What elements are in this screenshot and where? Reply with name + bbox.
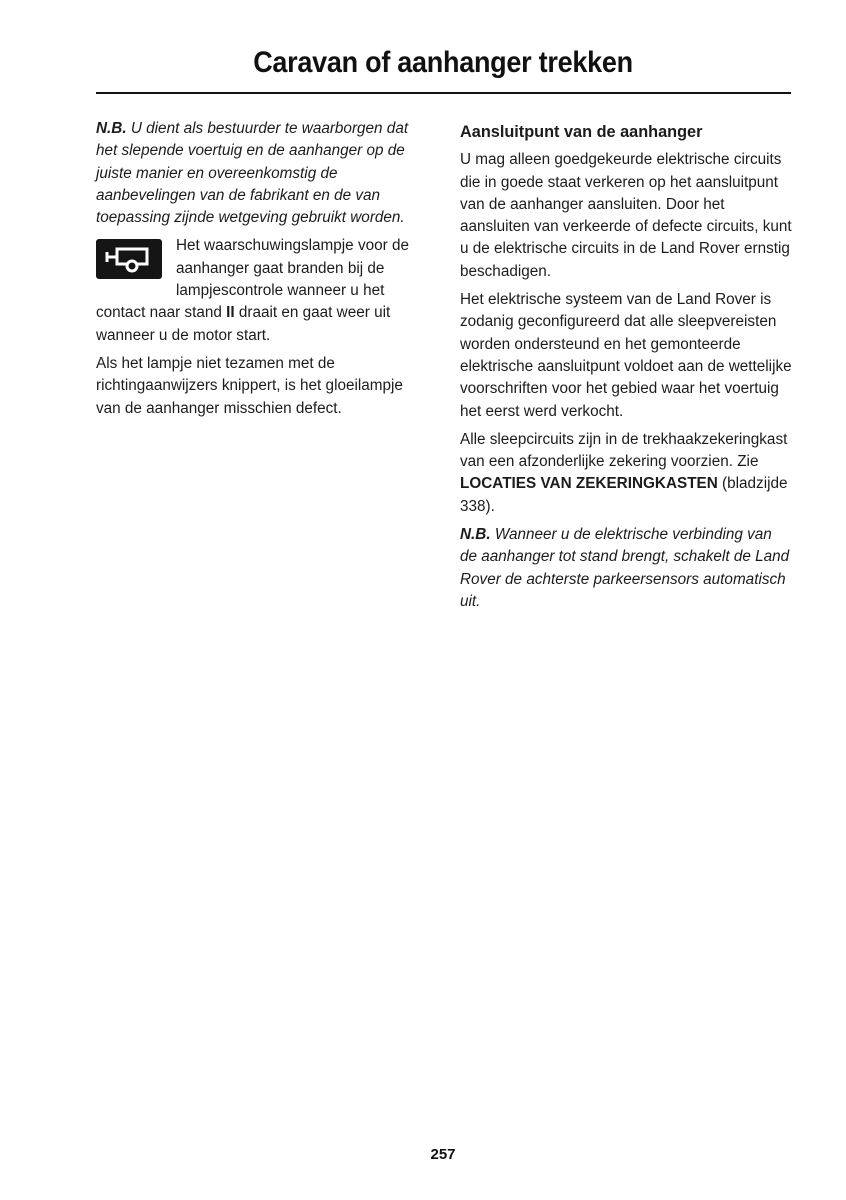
trailer-icon [103,244,155,274]
left-column [96,118,426,426]
section-heading: Aansluitpunt van de aanhanger [460,123,703,141]
note-paragraph [460,524,792,613]
bulb-defect-paragraph: Als het lampje niet tezamen met de richtingaanwijzers knippert, is het gloeilampje van de aanhanger misschien defect. [96,354,403,417]
approved-circuits-paragraph: U mag alleen goedgekeurde elektrische circuits die in goede staat verkeren op het aansluitpunt van de aanhanger aansluiten. Door het aansluiten van verkeerde of defecte circuits, kunt u de elektrische circuits in de Land Rover ernstig beschadigen. [460,151,792,280]
right-column [460,118,792,619]
fuse-text-after: (bladzijde 338). [460,475,788,515]
page-number: 257 [430,1146,456,1163]
note-label: N.B. [460,526,491,544]
ignition-position: II [226,304,235,322]
note-text: Wanneer u de elektrische verbinding van de aanhanger tot stand brengt, schakelt de Land Rover de achterste parkeersensors automatisch uit. [460,526,790,610]
note-label: N.B. [96,120,127,137]
fuse-box-locations-link[interactable]: LOCATIES VAN ZEKERINGKASTEN [460,475,718,493]
note-text: U dient als bestuurder te waarborgen dat het slepende voertuig en de aanhanger op de juiste manier en overeenkomstig de aanbevelingen van de fabrikant en de van toepassing zijnde wetgeving gebruikt worden. [96,120,409,227]
note-paragraph [96,118,426,229]
fuse-text-before: Alle sleepcircuits zijn in de trekhaakzekeringkast van een afzonderlijke zekering voorzien. Zie [460,430,788,471]
warning-text-after: draait en gaat weer uit wanneer u de motor start. [96,304,391,344]
fuse-paragraph [460,429,792,518]
page-title: Caravan of aanhanger trekken [253,46,633,79]
warning-text-before: Het waarschuwingslampje voor de aanhanger gaat branden bij de lampjescontrole wanneer u het contact naar stand [96,237,409,322]
electrical-system-paragraph: Het elektrische systeem van de Land Rover is zodanig geconfigureerd dat alle sleepvereisten worden ondersteund en het gemonteerde elektrische aansluitpunt voldoet aan de wettelijke voorschriften voor het gebied waar het voertuig het eerst werd verkocht. [460,291,792,420]
trailer-warning-lamp-icon [96,239,162,279]
title-rule [96,92,791,94]
warning-lamp-block [96,235,426,346]
